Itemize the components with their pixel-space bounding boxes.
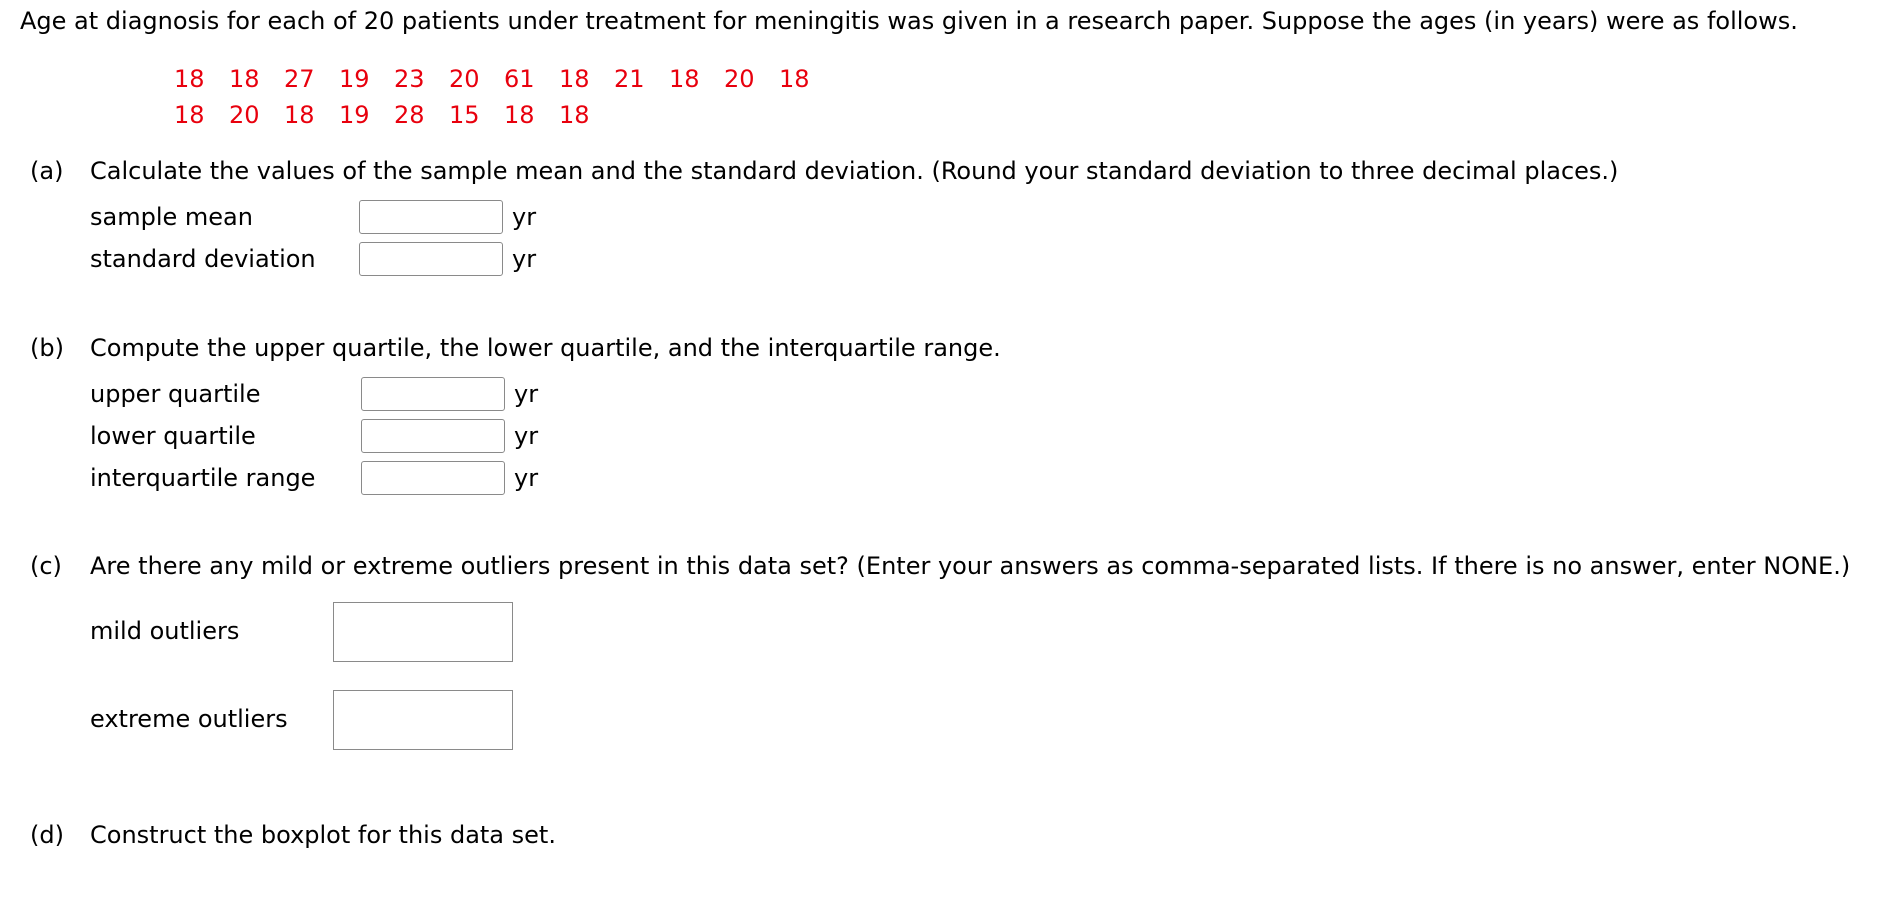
data-value: 28	[394, 101, 425, 129]
part-a-field-row	[90, 199, 360, 235]
data-value: 18	[559, 65, 590, 93]
data-value: 18	[669, 65, 700, 93]
lower-quartile-input[interactable]	[361, 419, 505, 453]
data-value: 18	[174, 65, 205, 93]
data-row-1	[174, 62, 834, 96]
data-value: 19	[339, 65, 370, 93]
std-dev-label: standard deviation	[90, 245, 316, 273]
std-dev-input[interactable]	[359, 242, 503, 276]
data-value: 15	[449, 101, 480, 129]
extreme-outliers-input[interactable]	[333, 690, 513, 750]
part-b-field-row	[90, 460, 360, 496]
data-value: 18	[284, 101, 315, 129]
part-b-field-row	[90, 418, 360, 454]
data-value: 18	[504, 101, 535, 129]
part-d-question	[30, 818, 556, 852]
problem-intro: Age at diagnosis for each of 20 patients under treatment for meningitis was given in a research paper. Suppose the ages (in years) were as follows.	[20, 7, 1798, 35]
mild-outliers-label: mild outliers	[90, 617, 240, 645]
data-value: 19	[339, 101, 370, 129]
part-d-text: Construct the boxplot for this data set.	[90, 821, 556, 849]
part-b-text: Compute the upper quartile, the lower quartile, and the interquartile range.	[90, 334, 1001, 362]
part-b-label: (b)	[30, 334, 64, 362]
part-a-label: (a)	[30, 157, 64, 185]
std-dev-unit: yr	[512, 245, 537, 273]
data-value: 20	[724, 65, 755, 93]
data-row-2	[174, 98, 614, 132]
extreme-outliers-label: extreme outliers	[90, 705, 288, 733]
upper-quartile-label: upper quartile	[90, 380, 261, 408]
iqr-input[interactable]	[361, 461, 505, 495]
part-c-text: Are there any mild or extreme outliers present in this data set? (Enter your answers as comma-separated lists. If there is no answer, enter NONE.)	[90, 552, 1851, 580]
data-value: 18	[174, 101, 205, 129]
upper-quartile-input[interactable]	[361, 377, 505, 411]
sample-mean-unit: yr	[512, 203, 537, 231]
data-value: 18	[229, 65, 260, 93]
lower-quartile-unit: yr	[514, 422, 539, 450]
data-value: 20	[229, 101, 260, 129]
data-value: 20	[449, 65, 480, 93]
data-value: 23	[394, 65, 425, 93]
data-value: 18	[559, 101, 590, 129]
part-b-question	[30, 331, 1001, 365]
part-c-question	[30, 549, 1850, 583]
part-a-field-row	[90, 241, 360, 277]
part-b-field-row	[90, 376, 360, 412]
data-value: 61	[504, 65, 535, 93]
part-a-text: Calculate the values of the sample mean and the standard deviation. (Round your standard deviation to three decimal places.)	[90, 157, 1619, 185]
part-d-label: (d)	[30, 821, 64, 849]
mild-outliers-input[interactable]	[333, 602, 513, 662]
upper-quartile-unit: yr	[514, 380, 539, 408]
data-value: 18	[779, 65, 810, 93]
sample-mean-input[interactable]	[359, 200, 503, 234]
data-value: 21	[614, 65, 645, 93]
sample-mean-label: sample mean	[90, 203, 253, 231]
lower-quartile-label: lower quartile	[90, 422, 256, 450]
iqr-unit: yr	[514, 464, 539, 492]
part-c-label: (c)	[30, 552, 62, 580]
part-a-question	[30, 154, 1618, 188]
iqr-label: interquartile range	[90, 464, 316, 492]
data-value: 27	[284, 65, 315, 93]
